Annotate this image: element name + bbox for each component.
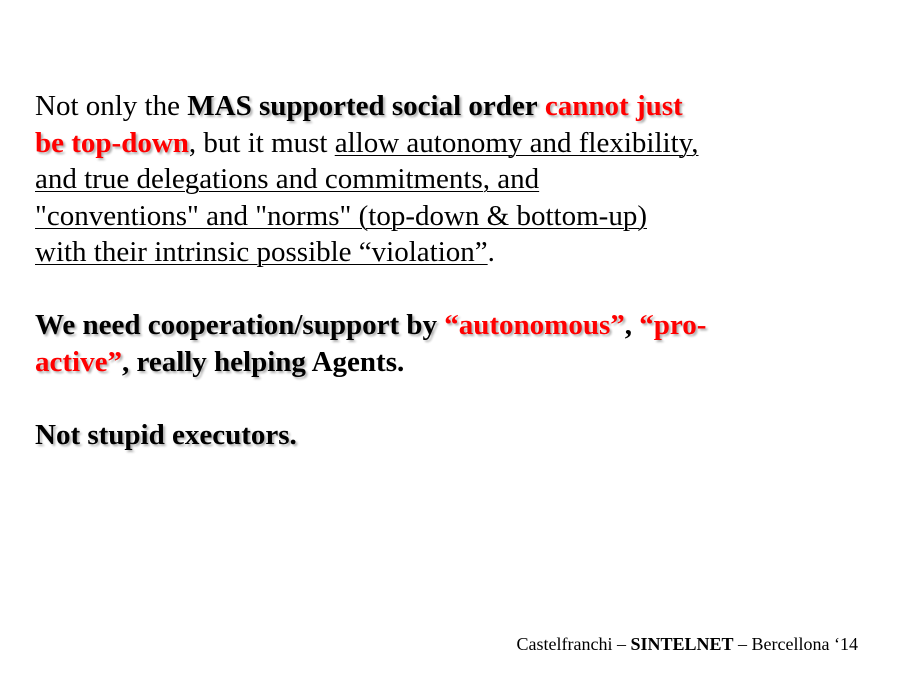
p1-line-5 xyxy=(35,234,865,271)
paragraph-gap-2 xyxy=(35,380,865,417)
p3-line-1: Not stupid executors. xyxy=(35,418,297,451)
p1-line-3 xyxy=(35,161,865,198)
slide-body xyxy=(35,88,865,453)
p2-l2-highlight-active: active” xyxy=(35,345,122,378)
p1-l1-bold: MAS supported social order xyxy=(187,90,538,122)
p1-l1-highlight: cannot just xyxy=(544,90,683,122)
p1-line-2 xyxy=(35,125,865,162)
paragraph-gap xyxy=(35,271,865,308)
p1-l5-period: . xyxy=(487,236,495,268)
p1-l5-underlined: with their intrinsic possible “violation” xyxy=(35,236,488,268)
p2-l2-bold: , really helping xyxy=(121,345,306,378)
slide-footer xyxy=(517,634,858,655)
p1-l2-underlined: allow autonomy and flexibility, xyxy=(334,126,699,159)
p2-l1-highlight-pro: “pro- xyxy=(639,309,707,341)
p2-l1-comma: , xyxy=(624,309,640,341)
footer-sep-1: – xyxy=(612,634,631,654)
p2-l1-bold: We need cooperation/support by xyxy=(35,309,445,341)
p1-l1-text: Not only the xyxy=(35,90,188,122)
p1-line-4 xyxy=(35,198,865,235)
p1-line-1 xyxy=(35,88,865,125)
p1-l1-space xyxy=(538,90,545,122)
p1-l4-underlined: "conventions" and "norms" (top-down & bottom-up) xyxy=(35,199,647,232)
p1-l2-text: , but it must xyxy=(188,126,335,159)
footer-author: Castelfranchi xyxy=(516,634,613,654)
footer-sep-2: – Bercellona ‘14 xyxy=(733,634,858,654)
p1-l3-underlined: and true delegations and commitments, and xyxy=(35,163,540,195)
p1-l2-highlight: be top-down xyxy=(35,126,189,159)
footer-project: SINTELNET xyxy=(630,634,734,654)
p2-l2-agents: Agents. xyxy=(305,345,405,378)
p2-l1-highlight-autonomous: “autonomous” xyxy=(444,309,625,341)
p2-line-2 xyxy=(35,344,865,381)
p2-line-1 xyxy=(35,307,865,344)
